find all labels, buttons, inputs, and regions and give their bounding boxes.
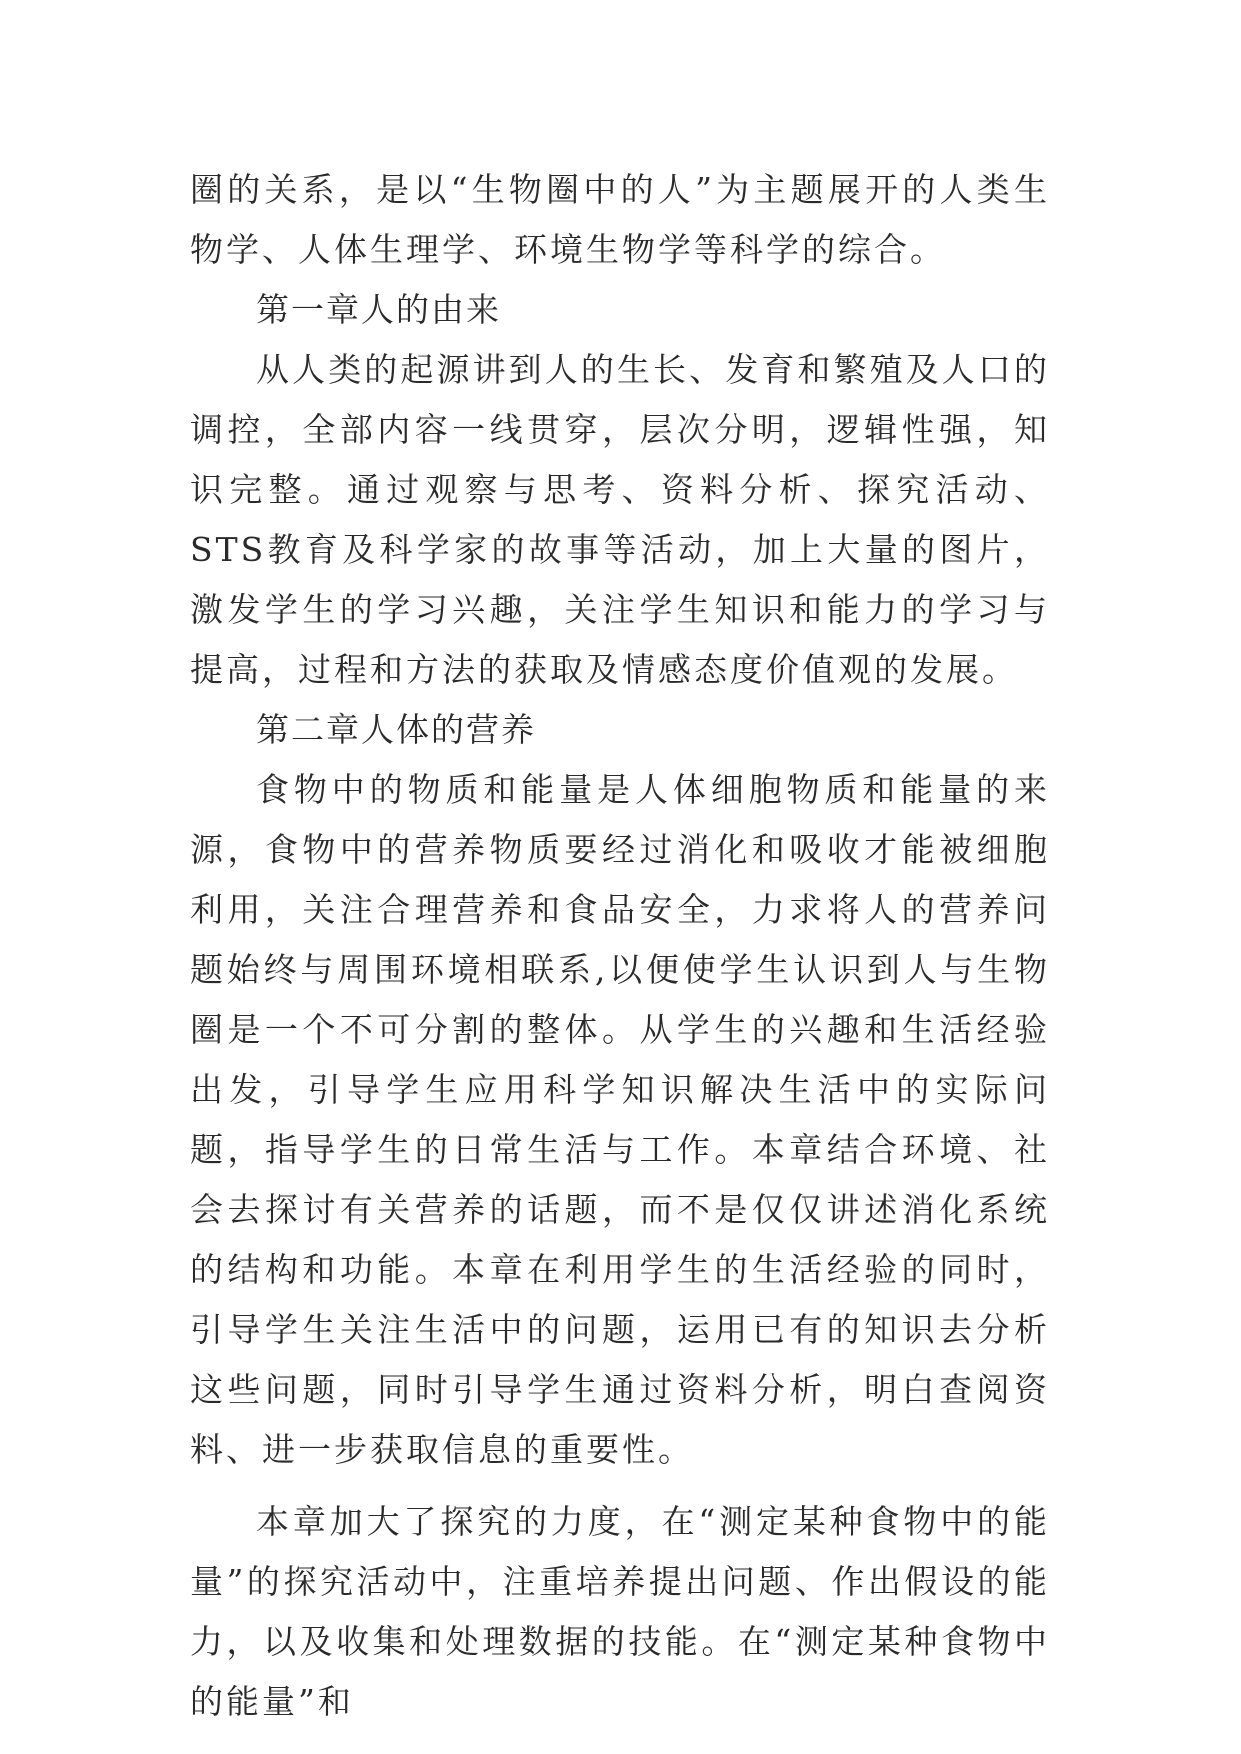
paragraph-chapter-2-inquiry: 本章加大了探究的力度，在“测定某种食物中的能量”的探究活动中，注重培养提出问题、作出假设的能力，以及收集和处理数据的技能。在“测定某种食物中的能量”和 — [190, 1502, 1050, 1721]
paragraph-chapter-1: 从人类的起源讲到人的生长、发育和繁殖及人口的调控，全部内容一线贯穿，层次分明，逻辑性强，知识完整。通过观察与思考、资料分析、探究活动、STS教育及科学家的故事等活动，加上大量的图片，激发学生的学习兴趣，关注学生知识和能力的学习与提高，过程和方法的获取及情感态度价值观的发展。 — [190, 350, 1050, 689]
chapter-heading-2: 第二章人体的营养 — [256, 710, 536, 749]
paragraph-continuation: 圈的关系，是以“生物圈中的人”为主题展开的人类生物学、人体生理学、环境生物学等科学的综合。 — [190, 170, 1050, 269]
document-body — [190, 160, 1050, 1732]
chapter-heading-1: 第一章人的由来 — [256, 290, 501, 329]
paragraph-chapter-2: 食物中的物质和能量是人体细胞物质和能量的来源，食物中的营养物质要经过消化和吸收才能被细胞利用，关注合理营养和食品安全，力求将人的营养问题始终与周围环境相联系,以便使学生认识到人与生物圈是一个不可分割的整体。从学生的兴趣和生活经验出发，引导学生应用科学知识解决生活中的实际问题，指导学生的日常生活与工作。本章结合环境、社会去探讨有关营养的话题，而不是仅仅讲述消化系统的结构和功能。本章在利用学生的生活经验的同时，引导学生关注生活中的问题，运用已有的知识去分析这些问题，同时引导学生通过资料分析，明白查阅资料、进一步获取信息的重要性。 — [190, 770, 1050, 1469]
